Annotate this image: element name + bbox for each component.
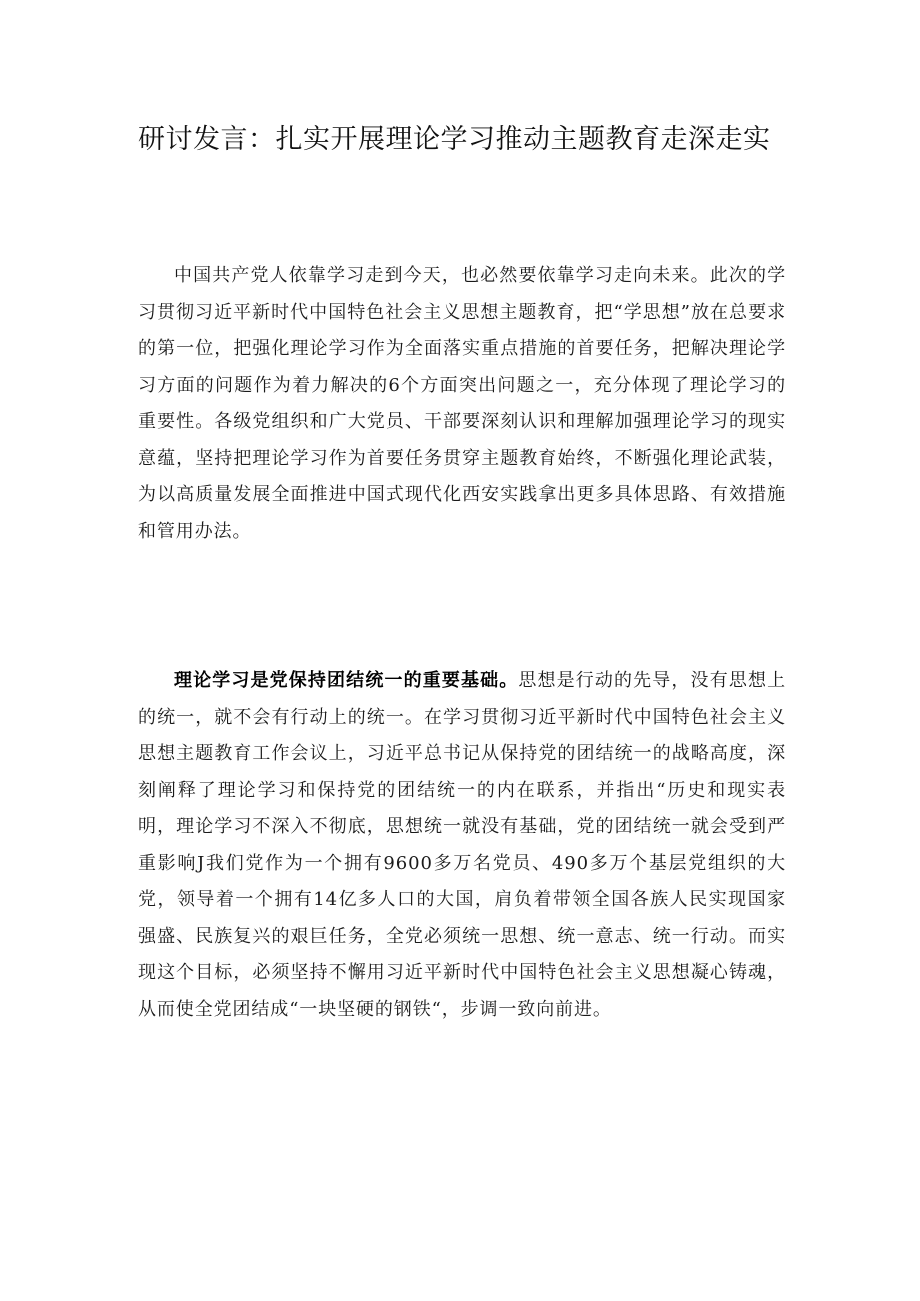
paragraph-theory-unity-text: 思想是行动的先导，没有思想上的统一，就不会有行动上的统一。在学习贯彻习近平新时代中国特色社会主义思想主题教育工作会议上，习近平总书记从保持党的团结统一的战略高度，深刻阐释了理论学习和保持党的团结统一的内在联系，并指出“历史和现实表明，理论学习不深入不彻底，思想统一就没有基础，党的团结统一就会受到严重影响J我们党作为一个拥有9600多万名党员、490多万个基层党组织的大党，领导着一个拥有14亿多人口的大国，肩负着带领全国各族人民实现国家强盛、民族复兴的艰巨任务，全党必须统一思想、统一意志、统一行动。而实现这个目标，必须坚持不懈用习近平新时代中国特色社会主义思想凝心铸魂，从而使全党团结成“一块坚硬的钢铁“，步调一致向前进。 xyxy=(138,670,786,1020)
document-title: 研讨发言：扎实开展理论学习推动主题教育走深走实 xyxy=(138,124,771,155)
paragraph-theory-unity xyxy=(138,663,786,1028)
paragraph-lead-sentence: 理论学习是党保持团结统一的重要基础。 xyxy=(174,670,519,691)
paragraph-intro-text: 中国共产党人依靠学习走到今天，也必然要依靠学习走向未来。此次的学习贯彻习近平新时代中国特色社会主义思想主题教育，把“学思想”放在总要求的第一位，把强化理论学习作为全面落实重点措施的首要任务，把解决理论学习方面的问题作为着力解决的6个方面突出问题之一，充分体现了理论学习的重要性。各级党组织和广大党员、干部要深刻认识和理解加强理论学习的现实意蕴，坚持把理论学习作为首要任务贯穿主题教育始终，不断强化理论武装，为以高质量发展全面推进中国式现代化西安实践拿出更多具体思路、有效措施和管用办法。 xyxy=(138,265,786,542)
paragraph-intro xyxy=(138,258,786,550)
